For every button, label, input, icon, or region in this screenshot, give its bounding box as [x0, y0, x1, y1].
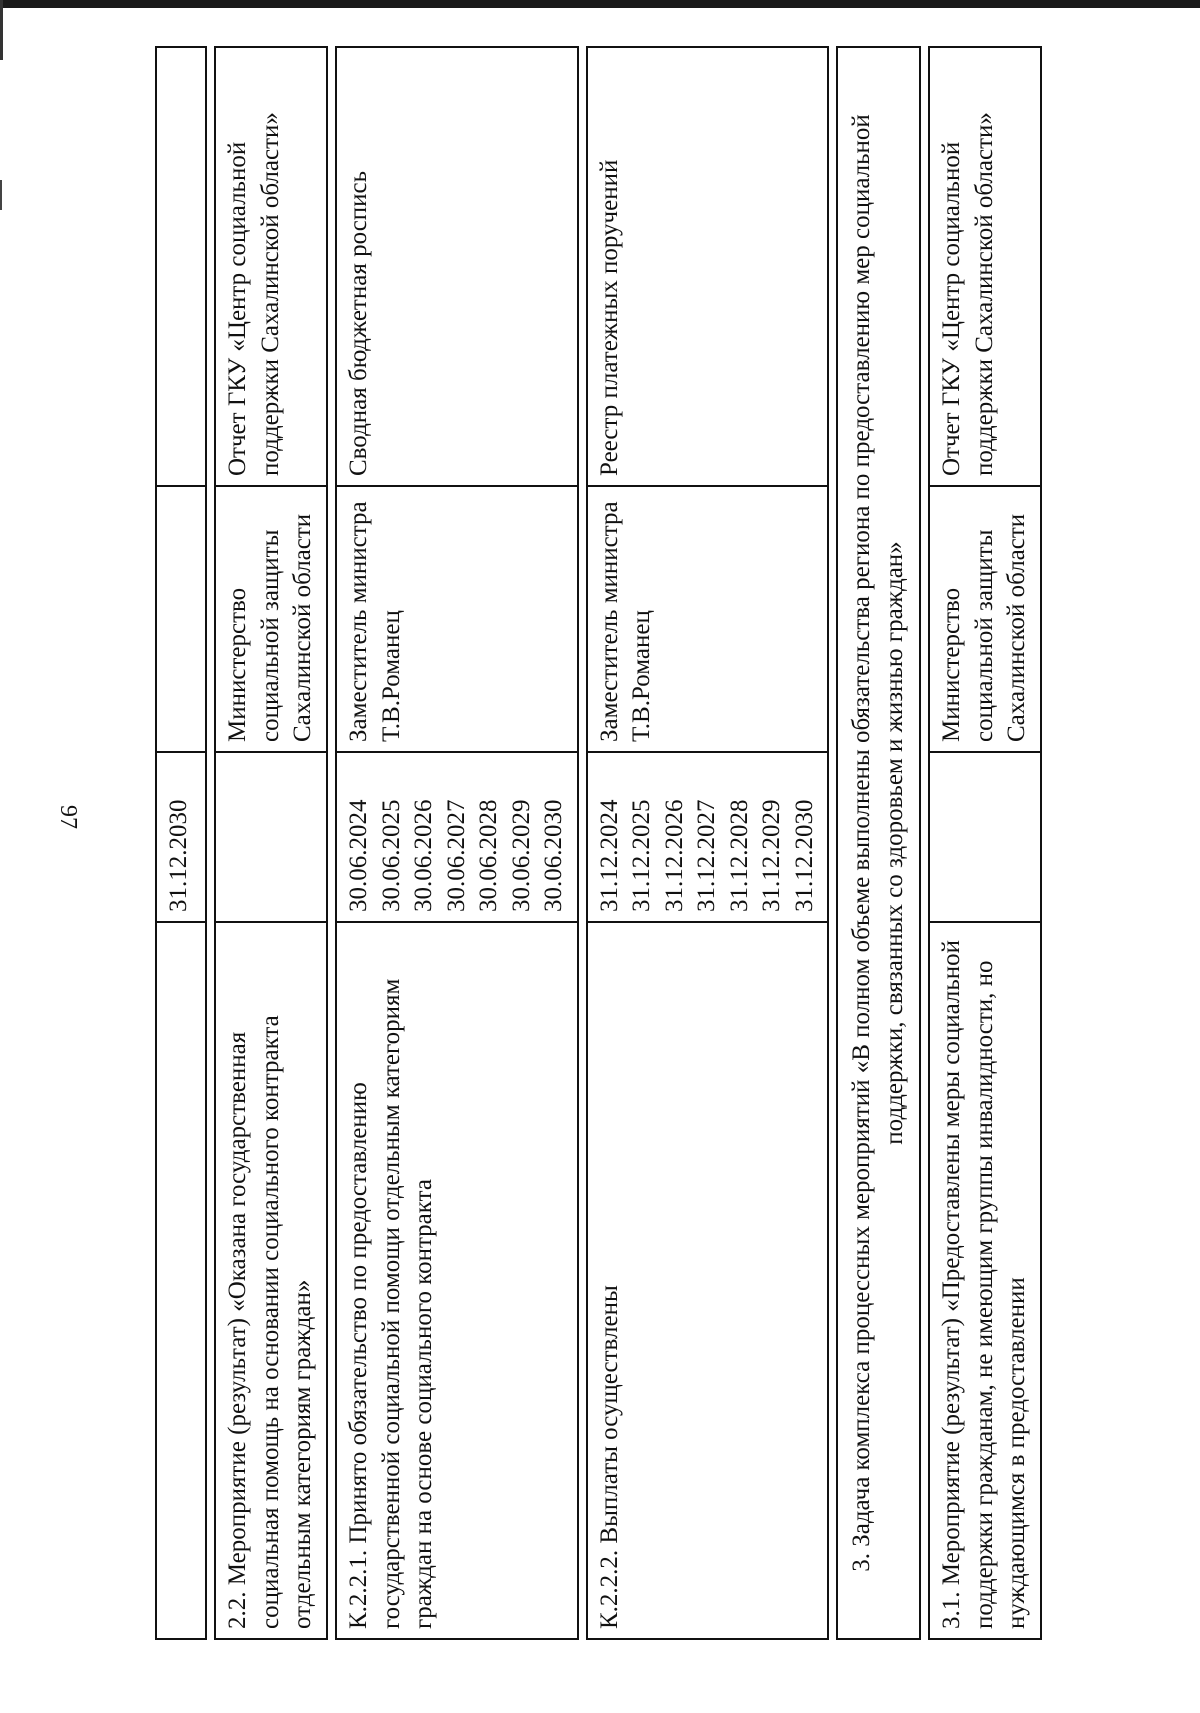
date-item: 30.06.2025 — [377, 799, 405, 912]
task-row — [837, 47, 920, 1639]
date-item: 31.12.2026 — [660, 799, 688, 912]
table-row — [587, 47, 829, 1639]
table-row — [336, 47, 578, 1639]
cell-dates-empty — [929, 752, 1041, 922]
row-gap — [327, 47, 336, 1639]
row-gap — [578, 47, 587, 1639]
row-gap — [828, 47, 837, 1639]
rotated-table-page — [155, 48, 1065, 1640]
date-item: 30.06.2024 — [345, 799, 372, 912]
date-item: 31.12.2029 — [758, 799, 785, 912]
page-number: 97 — [55, 805, 81, 829]
table-row-top — [156, 47, 206, 1639]
cell-responsible: Заместитель министра Т.В.Романец — [336, 486, 578, 752]
scan-edge-left-mark — [0, 180, 2, 210]
cell-date: 31.12.2030 — [156, 752, 206, 922]
measures-table — [155, 46, 1042, 1640]
cell-document: Отчет ГКУ «Центр социальной поддержки Сахалинской области» — [929, 47, 1041, 486]
scan-edge-top — [0, 0, 1200, 8]
cell-responsible: Министерство социальной защиты Сахалинской области — [215, 486, 327, 752]
date-item: 30.06.2029 — [507, 799, 535, 912]
cell-responsible: Министерство социальной защиты Сахалинской области — [929, 486, 1041, 752]
cell-document: Отчет ГКУ «Центр социальной поддержки Сахалинской области» — [215, 47, 327, 486]
cell-title-empty — [156, 922, 206, 1639]
date-item: 31.12.2028 — [725, 799, 753, 912]
cell-document: Сводная бюджетная роспись — [336, 47, 578, 486]
date-item: 30.06.2027 — [442, 799, 470, 912]
date-item: 30.06.2030 — [540, 799, 567, 912]
cell-dates — [587, 752, 829, 922]
task-heading: 3. Задача комплекса процессных мероприятий «В полном объеме выполнены обязательства региона по предоставлению мер социальной поддержки, связанных со здоровьем и жизнью граждан» — [837, 47, 920, 1639]
date-item: 30.06.2028 — [475, 799, 502, 912]
cell-dates — [336, 752, 578, 922]
row-gap — [206, 47, 215, 1639]
cell-responsible-empty — [156, 486, 206, 752]
date-item: 31.12.2027 — [693, 799, 720, 912]
cell-title: 2.2. Мероприятие (результат) «Оказана государственная социальная помощь на основании социального контракта отдельным категориям граждан» — [215, 922, 327, 1639]
table-row — [929, 47, 1041, 1639]
row-gap — [920, 47, 929, 1639]
cell-responsible: Заместитель министра Т.В.Романец — [587, 486, 829, 752]
date-item: 31.12.2025 — [628, 799, 655, 912]
cell-title: К.2.2.2. Выплаты осуществлены — [587, 922, 829, 1639]
cell-dates-empty — [215, 752, 327, 922]
date-item: 31.12.2030 — [790, 799, 818, 912]
date-item: 31.12.2024 — [595, 799, 623, 912]
table-row — [215, 47, 327, 1639]
scan-edge-left — [0, 0, 3, 60]
cell-document: Реестр платежных поручений — [587, 47, 829, 486]
date-item: 30.06.2026 — [410, 799, 437, 912]
cell-title: К.2.2.1. Принято обязательство по предоставлению государственной социальной помощи отдельным категориям граждан на основе социального контракта — [336, 922, 578, 1639]
cell-title: 3.1. Мероприятие (результат) «Предоставлены меры социальной поддержки гражданам, не имеющим группы инвалидности, но нуждающимся в предоставлении — [929, 922, 1041, 1639]
cell-document-empty — [156, 47, 206, 486]
